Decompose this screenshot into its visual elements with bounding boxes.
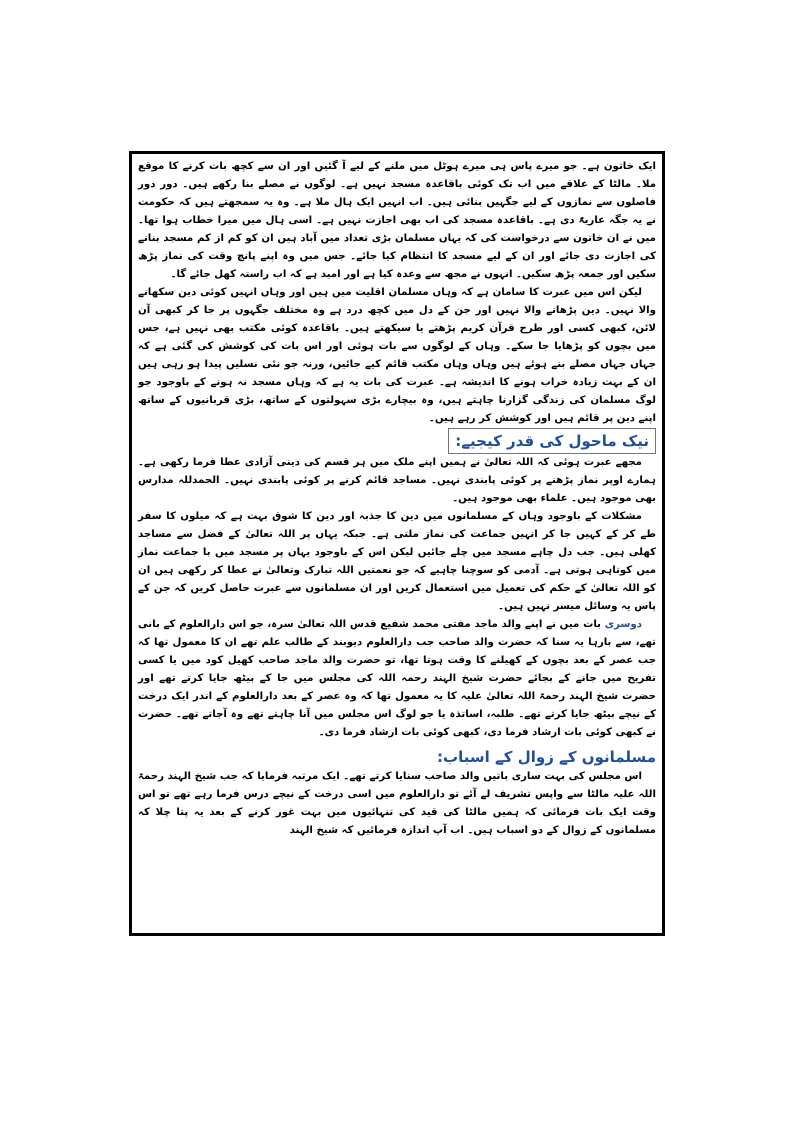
paragraph-5-text: بات میں نے اپنے والد ماجد مفتی محمد شفیع قدس اللہ تعالیٰ سرہ، جو اس دارالعلوم کے بانی تھے، سے بارہا یہ سنا کہ حضرت والد صاحب جب دارالعلوم دیوبند کے طالب علم تھے ان کا معمول تھا کہ جب عصر کے بعد بچوں کے کھیلنے کا وقت ہوتا تھا، تو حضرت والد ماجد صاحب کھیل کود میں یا کسی تفریح میں جانے کے بجائے حضرت شیخ الہند رحمہ اللہ کی مجلس میں جا کے بیٹھ جایا کرتے تھے اور حضرت شیخ الہند رحمۃ اللہ تعالیٰ علیہ کا یہ معمول تھا کہ وہ عصر کے بعد دارالعلوم کے اندر ایک درخت کے نیچے بیٹھ جایا کرتے تھے۔ طلبہ، اساتذہ یا جو لوگ اس مجلس میں آنا چاہتے تھے وہ آجاتے تھے۔ حضرت نے کبھی کوئی بات ارشاد فرما دی، کبھی کوئی بات ارشاد فرما دی۔ <box>138 619 656 738</box>
paragraph-3: مجھے عبرت ہوئی کہ اللہ تعالیٰ نے ہمیں اپنے ملک میں ہر قسم کی دینی آزادی عطا فرما رکھی ہے۔ ہمارے اوپر نماز پڑھنے پر کوئی پابندی نہیں۔ مساجد قائم کرنے پر کوئی پابندی نہیں۔ الحمدللہ مدارس بھی موجود ہیں۔ علماء بھی موجود ہیں۔ <box>138 457 656 504</box>
highlight-word: دوسری <box>604 619 642 630</box>
section-heading-wrap-1 <box>138 428 656 454</box>
paragraph-4: مشکلات کے باوجود وہاں کے مسلمانوں میں دین کا جذبہ اور دین کا شوق بہت ہے کہ میلوں کا سفر طے کر کے کہیں جا کر انہیں جماعت کی نماز ملتی ہے۔ جبکہ یہاں پر اللہ تعالیٰ کے فضل سے مساجد کھلی ہیں۔ جب دل چاہے مسجد میں چلے جائیں لیکن اس کے باوجود یہاں پر مسجد میں با جماعت نماز میں کوتاہی ہوتی ہے۔ آدمی کو سوچنا چاہیے کہ جو نعمتیں اللہ تبارک وتعالیٰ نے عطا کر رکھی ہیں ان کو اللہ تعالیٰ کے حکم کی تعمیل میں استعمال کریں اور ان مسلمانوں سے عبرت حاصل کریں کہ جن کے پاس یہ وسائل میسر نہیں ہیں۔ <box>138 511 656 612</box>
paragraph-1: ایک خاتون ہے۔ جو میرے پاس ہی میرے ہوٹل میں ملنے کے لیے آ گئیں اور ان سے کچھ بات کرنے کا موقع ملا۔ مالٹا کے علاقے میں اب تک کوئی باقاعدہ مسجد نہیں ہے۔ لوگوں نے مصلے بنا رکھے ہیں۔ دور دور فاصلوں سے نمازوں کے لیے جگہیں بنائی ہیں۔ اب انہیں ایک ہال ملا ہے۔ وہ یہ سمجھتے ہیں کہ حکومت نے یہ جگہ عاریۃً دی ہے۔ باقاعدہ مسجد کی اب بھی اجازت نہیں ہے۔ اسی ہال میں میرا خطاب ہوا تھا۔ میں نے ان خاتون سے درخواست کی کہ یہاں مسلمان بڑی تعداد میں آباد ہیں ان کو کم از کم مسجد بنانے کی اجازت دی جائے اور ان کے لیے مسجد کا انتظام کیا جائے۔ جس میں وہ اپنے پانچ وقت کی نماز پڑھ سکیں اور جمعہ پڑھ سکیں۔ انہوں نے مجھ سے وعدہ کیا ہے اور امید ہے کہ اب راستہ کھل جائے گا۔ <box>138 161 656 280</box>
section-heading-2: مسلمانوں کے زوال کے اسباب: <box>437 748 656 766</box>
page-border-frame <box>129 151 665 936</box>
paragraph-6: اس مجلس کی بہت ساری باتیں والد صاحب سنایا کرتے تھے۔ ایک مرتبہ فرمایا کہ جب شیخ الہند رحمۃ اللہ علیہ مالٹا سے واپس تشریف لے آئے تو دارالعلوم میں اسی درخت کے نیچے درس فرما رہے تھے تو اس وقت ایک بات فرمائی کہ ہمیں مالٹا کی قید کی تنہائیوں میں بہت غور کرنے کے بعد یہ پتا چلا کہ مسلمانوں کے زوال کے دو اسباب ہیں۔ اب آپ اندازہ فرمائیں کہ شیخ الہند <box>138 771 656 836</box>
section-heading-1: نیک ماحول کی قدر کیجیے: <box>448 428 656 454</box>
paragraph-5 <box>138 616 656 742</box>
paragraph-2: لیکن اس میں عبرت کا سامان ہے کہ وہاں مسلمان اقلیت میں ہیں اور وہاں انہیں کوئی دین سکھانے والا نہیں۔ دین پڑھانے والا نہیں اور جن کے دل میں کچھ درد ہے وہ مختلف جگہوں پر جا کر کبھی آن لائن، کبھی کسی اور طرح قرآن کریم پڑھتے یا سیکھتے ہیں۔ باقاعدہ کوئی مکتب بھی نہیں ہے، جس میں بچوں کو پڑھایا جا سکے۔ وہاں کے لوگوں سے بات ہوئی اور اس بات کی کوشش کی گئی ہے کہ جہاں جہاں مصلے بنے ہوئے ہیں وہاں وہاں مکتب قائم کیے جائیں، ورنہ جو نئی نسلیں پیدا ہو رہی ہیں ان کے بہت زیادہ خراب ہونے کا اندیشہ ہے۔ عبرت کی بات یہ ہے کہ وہاں مسجد نہ ہونے کے باوجود جو لوگ مسلمان کی زندگی گزارنا چاہتے ہیں، وہ بیچارے بڑی سہولتوں کے ساتھ، بڑی قربانیوں کے ساتھ اپنے دین پر قائم ہیں اور کوشش کر رہے ہیں۔ <box>138 287 656 424</box>
section-heading-wrap-2 <box>138 742 656 768</box>
text-body <box>138 158 656 929</box>
